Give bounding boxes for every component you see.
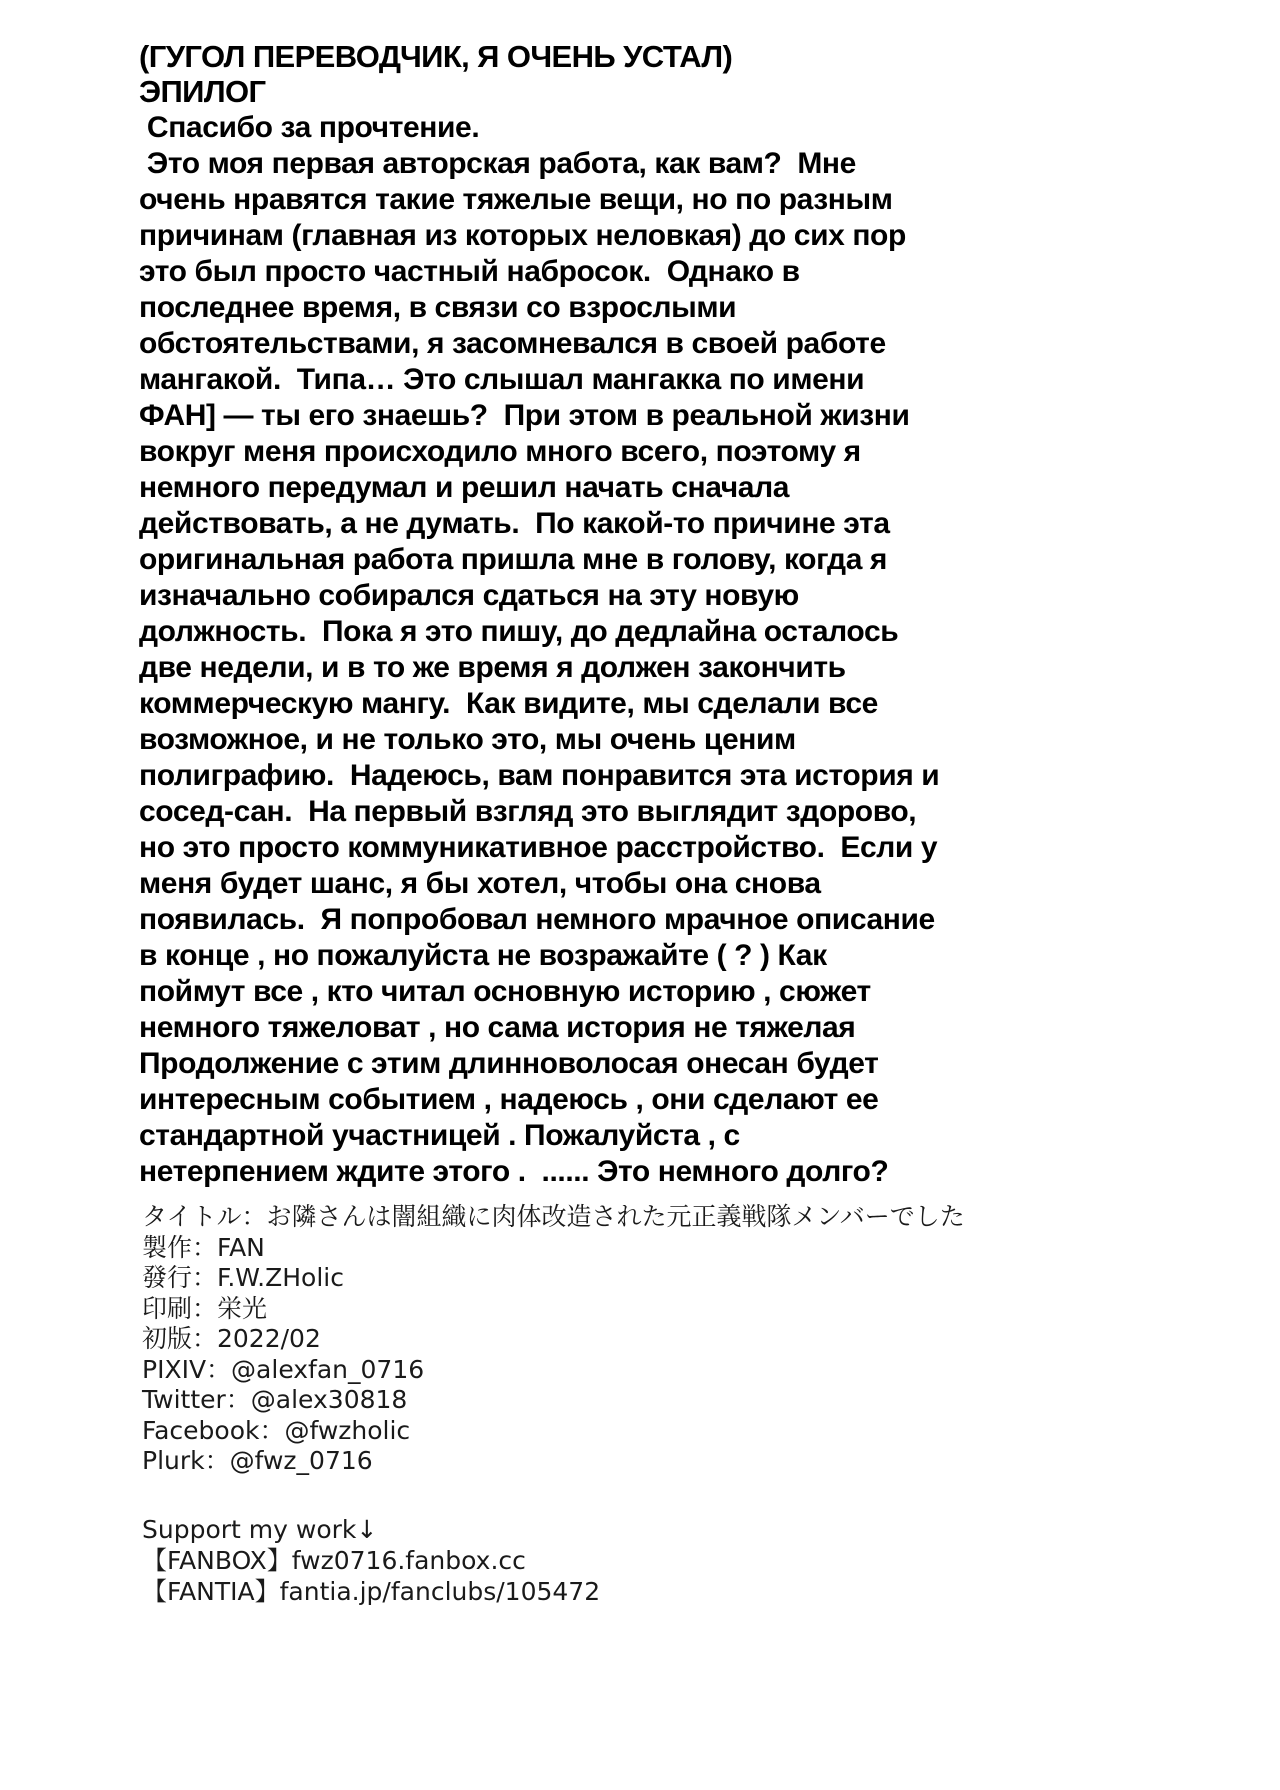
body-line: это был просто частный набросок. Однако в bbox=[139, 255, 800, 288]
body-line: коммерческую мангу. Как видите, мы сделали все bbox=[139, 687, 878, 720]
body-line: возможное, и не только это, мы очень ценим bbox=[139, 723, 796, 756]
support-section bbox=[142, 1514, 600, 1607]
afterword-body bbox=[139, 110, 939, 1190]
body-line: изначально собирался сдаться на эту новую bbox=[139, 579, 799, 612]
body-line: Продолжение с этим длинноволосая онесан будет bbox=[139, 1047, 879, 1080]
body-line: нетерпением ждите этого . ...... Это немного долго? bbox=[139, 1155, 889, 1188]
body-line: мангакой. Типа… Это слышал мангакка по имени bbox=[139, 363, 865, 396]
body-line: причинам (главная из которых неловкая) до сих пор bbox=[139, 219, 906, 252]
body-line: интересным событием , надеюсь , они сделают ее bbox=[139, 1083, 879, 1116]
credit-facebook: Facebook：@fwzholic bbox=[142, 1415, 411, 1445]
credits-list bbox=[142, 1202, 965, 1477]
credit-publisher: 發行：F.W.ZHolic bbox=[142, 1263, 344, 1292]
fantia-link: 【FANTIA】fantia.jp/fanclubs/105472 bbox=[142, 1577, 601, 1606]
body-line: поймут все , кто читал основную историю , сюжет bbox=[139, 975, 871, 1008]
body-line: вокруг меня происходило много всего, поэтому я bbox=[139, 435, 861, 468]
body-line: сосед-сан. На первый взгляд это выглядит здорово, bbox=[139, 795, 917, 828]
epilogue-heading: ЭПИЛОГ bbox=[139, 74, 266, 109]
body-line: стандартной участницей . Пожалуйста , с bbox=[139, 1119, 740, 1152]
body-line: две недели, и в то же время я должен закончить bbox=[139, 651, 846, 684]
body-line: последнее время, в связи со взрослыми bbox=[139, 291, 737, 324]
credit-first-edition: 初版：2022/02 bbox=[142, 1324, 321, 1353]
credit-pixiv: PIXIV：@alexfan_0716 bbox=[142, 1354, 425, 1384]
body-line: но это просто коммуникативное расстройство. Если у bbox=[139, 831, 938, 864]
credit-plurk: Plurk：@fwz_0716 bbox=[142, 1446, 373, 1475]
fanbox-link: 【FANBOX】fwz0716.fanbox.cc bbox=[142, 1546, 526, 1575]
body-line: немного передумал и решил начать сначала bbox=[139, 471, 790, 504]
body-line: должность. Пока я это пишу, до дедлайна осталось bbox=[139, 615, 899, 648]
body-line: оригинальная работа пришла мне в голову, когда я bbox=[139, 543, 888, 576]
credit-twitter: Twitter：@alex30818 bbox=[142, 1385, 408, 1414]
body-line: полиграфию. Надеюсь, вам понравится эта история и bbox=[139, 759, 940, 792]
body-line: Это моя первая авторская работа, как вам? Мне bbox=[139, 147, 856, 180]
body-line: ФАН] — ты его знаешь? При этом в реальной жизни bbox=[139, 399, 910, 432]
body-line: в конце , но пожалуйста не возражайте ( ? ) Как bbox=[139, 939, 827, 972]
body-line: появилась. Я попробовал немного мрачное описание bbox=[139, 903, 935, 936]
body-line: очень нравятся такие тяжелые вещи, но по разным bbox=[139, 183, 893, 216]
credit-printer: 印刷：栄光 bbox=[142, 1293, 268, 1323]
body-line: Спасибо за прочтение. bbox=[139, 111, 480, 144]
support-header: Support my work↓ bbox=[142, 1515, 378, 1544]
body-line: меня будет шанс, я бы хотел, чтобы она снова bbox=[139, 867, 821, 900]
credit-author: 製作：FAN bbox=[142, 1232, 265, 1262]
credit-title: タイトル：お隣さんは闇組織に肉体改造された元正義戦隊メンバーでした bbox=[142, 1202, 965, 1231]
body-line: немного тяжеловат , но сама история не тяжелая bbox=[139, 1011, 856, 1044]
translator-note-heading: (ГУГОЛ ПЕРЕВОДЧИК, Я ОЧЕНЬ УСТАЛ) bbox=[139, 39, 733, 74]
body-line: действовать, а не думать. По какой-то причине эта bbox=[139, 507, 890, 540]
body-line: обстоятельствами, я засомневался в своей работе bbox=[139, 327, 886, 360]
